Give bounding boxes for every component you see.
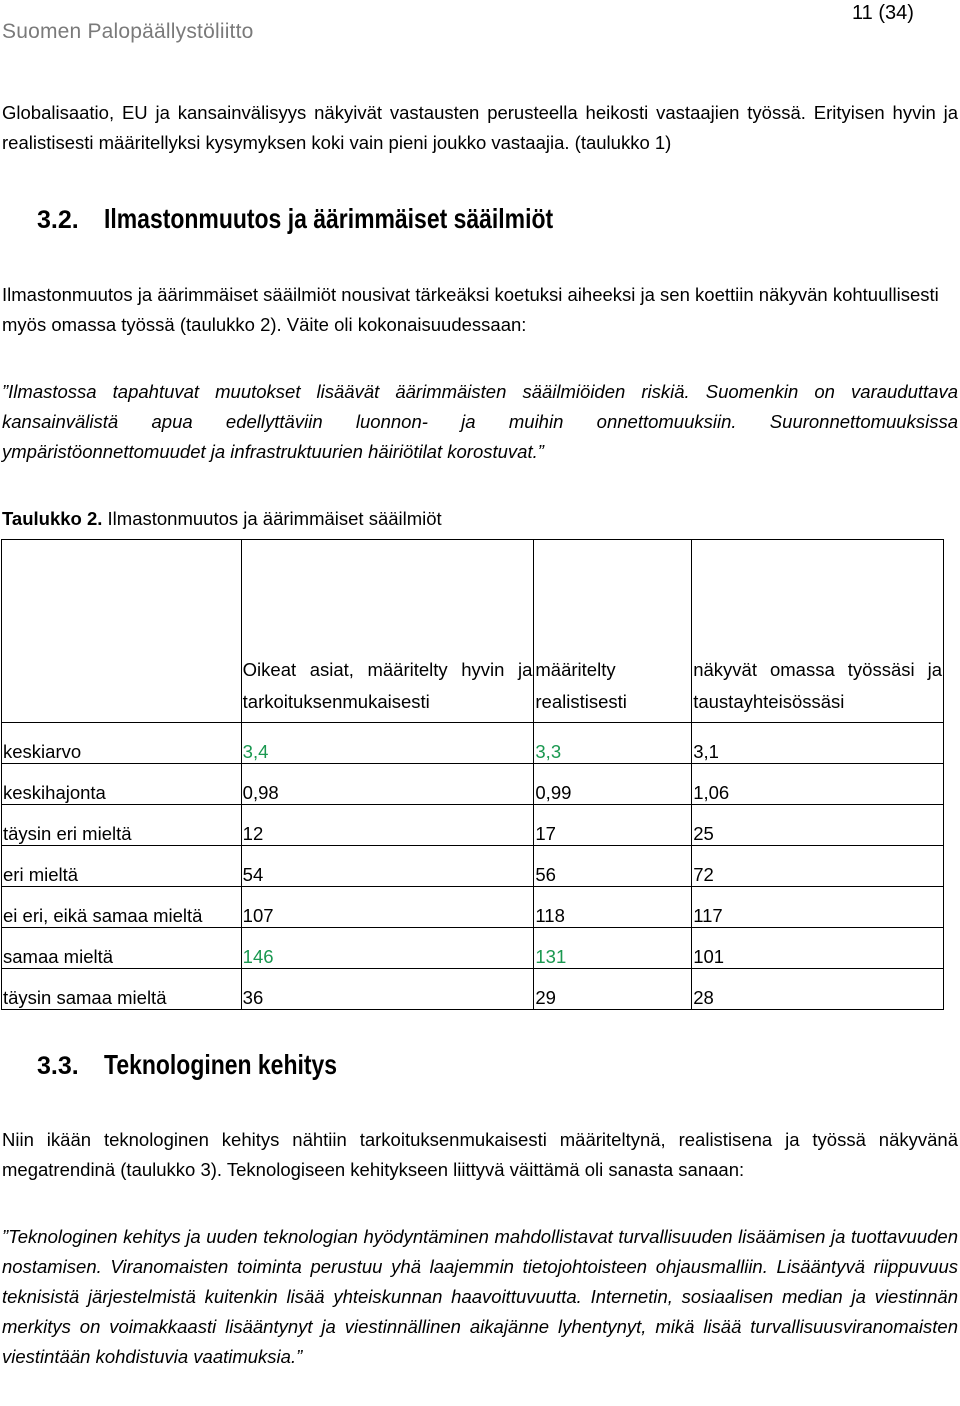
section-3-2-number: 3.2. bbox=[37, 206, 79, 234]
table-2-caption-label: Taulukko 2. bbox=[2, 508, 103, 529]
section-3-3-number: 3.3. bbox=[37, 1052, 79, 1080]
table-row bbox=[2, 928, 944, 969]
row-label: keskihajonta bbox=[2, 764, 242, 805]
table-cell: 56 bbox=[534, 846, 692, 887]
table-cell: 118 bbox=[534, 887, 692, 928]
table-cell: 0,99 bbox=[534, 764, 692, 805]
table-cell: 54 bbox=[241, 846, 534, 887]
table-cell: 107 bbox=[241, 887, 534, 928]
table-2-caption bbox=[2, 508, 442, 530]
table-cell: 101 bbox=[692, 928, 944, 969]
row-label: keskiarvo bbox=[2, 723, 242, 764]
table-row bbox=[2, 887, 944, 928]
section-3-2-title: Ilmastonmuutos ja äärimmäiset sääilmiöt bbox=[104, 203, 554, 234]
section-3-3-title: Teknologinen kehitys bbox=[104, 1049, 338, 1080]
table-header-cell: määritelty realistisesti bbox=[534, 540, 692, 723]
table-cell: 131 bbox=[534, 928, 692, 969]
row-label: täysin eri mieltä bbox=[2, 805, 242, 846]
section-3-3-quote: ”Teknologinen kehitys ja uuden teknologian hyödyntäminen mahdollistavat turvallisuuden lisäämisen ja tuottavuuden nostamisen. Viranomaisten toiminta perustuu yhä laajemmin tietojohtoisteen ohjausmalliin. Lisääntyvä riippuvuus teknisistä järjestelmistä kuitenkin lisää yhteiskunnan haavoittuvuutta. Internetin, sosiaalisen median ja viestinnän merkitys on voimakkaasti lisääntynyt ja viestinnällinen aikajänne lyhentynyt, mikä lisää turvallisuusviranomaisten viestintään kohdistuvia vaatimuksia.” bbox=[2, 1226, 958, 1367]
table-header-cell: näkyvät omassa työssäsi ja taustayhteisössäsi bbox=[692, 540, 944, 723]
table-cell: 1,06 bbox=[692, 764, 944, 805]
section-3-2-paragraph: Ilmastonmuutos ja äärimmäiset sääilmiöt nousivat tärkeäksi koetuksi aiheeksi ja sen koettiin näkyvän kohtuullisesti myös omassa työssä (taulukko 2). Väite oli kokonaisuudessaan: bbox=[2, 284, 939, 335]
table-cell: 117 bbox=[692, 887, 944, 928]
row-label: täysin samaa mieltä bbox=[2, 969, 242, 1010]
row-label: eri mieltä bbox=[2, 846, 242, 887]
table-cell: 28 bbox=[692, 969, 944, 1010]
table-cell: 146 bbox=[241, 928, 534, 969]
table-cell: 3,1 bbox=[692, 723, 944, 764]
table-cell: 36 bbox=[241, 969, 534, 1010]
table-2 bbox=[1, 539, 944, 1010]
table-row bbox=[2, 969, 944, 1010]
intro-paragraph: Globalisaatio, EU ja kansainvälisyys näkyivät vastausten perusteella heikosti vastaajien työssä. Erityisen hyvin ja realistisesti määritellyksi kysymyksen koki vain pieni joukko vastaajia. (taulukko 1) bbox=[2, 102, 958, 153]
section-3-2-quote: ”Ilmastossa tapahtuvat muutokset lisäävät äärimmäisten sääilmiöiden riskiä. Suomenkin on varauduttava kansainvälistä apua edellyttäviin luonnon- ja muihin onnettomuuksiin. Suuronnettomuuksissa ympäristöonnettomuudet ja infrastruktuurien häiriötilat korostuvat.” bbox=[2, 381, 958, 462]
table-cell: 29 bbox=[534, 969, 692, 1010]
table-cell: 0,98 bbox=[241, 764, 534, 805]
table-cell: 3,3 bbox=[534, 723, 692, 764]
table-header-row bbox=[2, 540, 944, 723]
row-label: samaa mieltä bbox=[2, 928, 242, 969]
table-cell: 3,4 bbox=[241, 723, 534, 764]
table-2-caption-text: Ilmastonmuutos ja äärimmäiset sääilmiöt bbox=[102, 508, 442, 529]
table-cell: 17 bbox=[534, 805, 692, 846]
page-number: 11 (34) bbox=[852, 2, 914, 24]
table-cell: 72 bbox=[692, 846, 944, 887]
row-label: ei eri, eikä samaa mieltä bbox=[2, 887, 242, 928]
table-header-cell: Oikeat asiat, määritelty hyvin ja tarkoituksenmukaisesti bbox=[241, 540, 534, 723]
organization-name: Suomen Palopäällystöliitto bbox=[2, 20, 254, 43]
table-row bbox=[2, 723, 944, 764]
table-cell: 25 bbox=[692, 805, 944, 846]
table-header-cell bbox=[2, 540, 242, 723]
table-row bbox=[2, 846, 944, 887]
table-row bbox=[2, 764, 944, 805]
table-row bbox=[2, 805, 944, 846]
table-cell: 12 bbox=[241, 805, 534, 846]
section-3-3-paragraph: Niin ikään teknologinen kehitys nähtiin tarkoituksenmukaisesti määriteltynä, realistisena ja työssä näkyvänä megatrendinä (taulukko 3). Teknologiseen kehitykseen liittyvä väittämä oli sanasta sanaan: bbox=[2, 1129, 958, 1180]
